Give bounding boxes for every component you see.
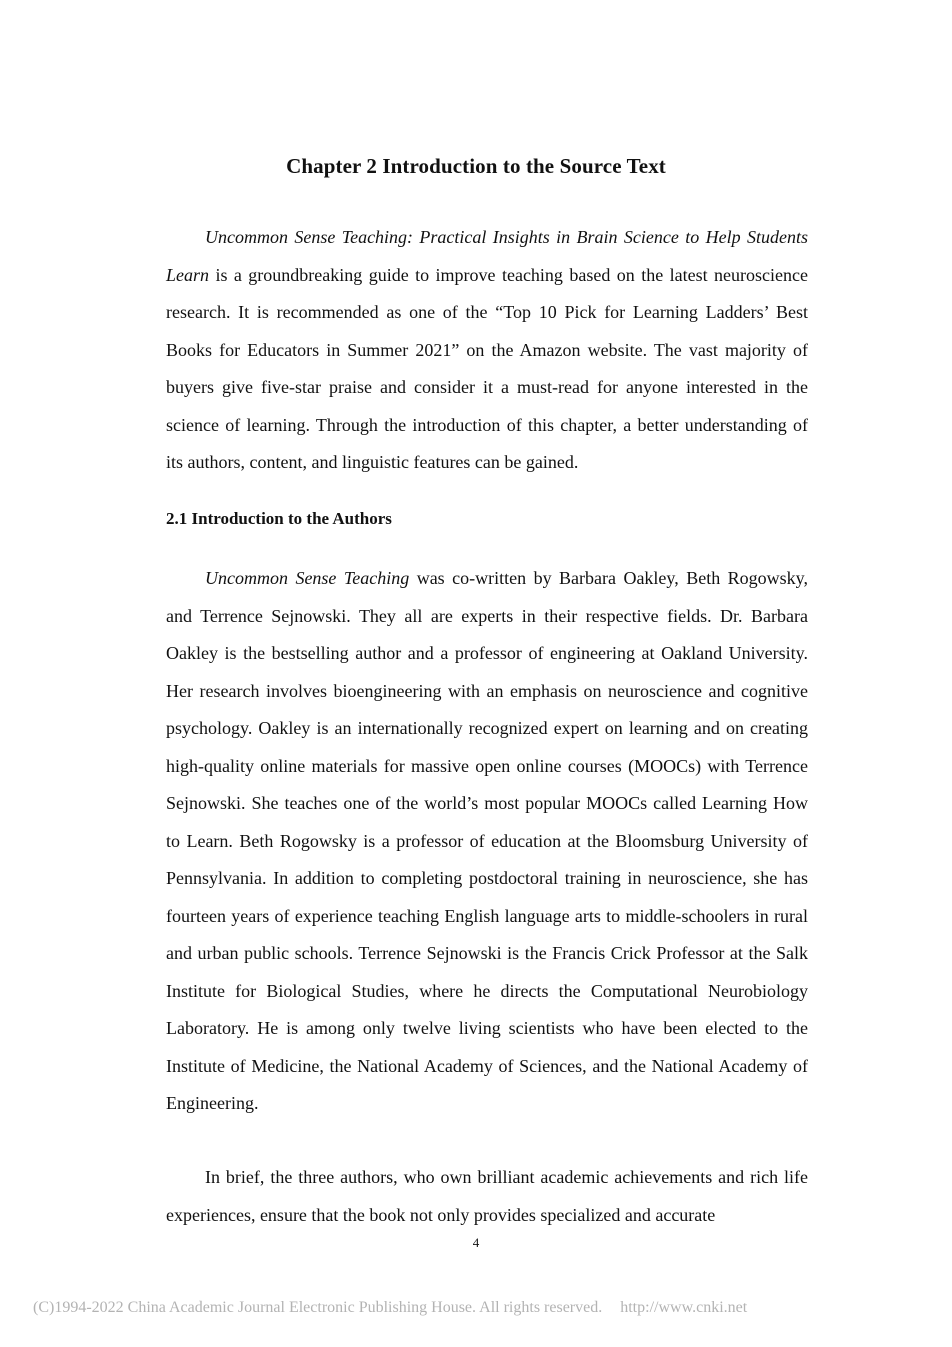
- intro-paragraph-text: is a groundbreaking guide to improve teaching based on the latest neuroscience research. It is recommended as one of the “Top 10 Pick for Learning Ladders’ Best Books for Educators in Summer 2021” on the Amazon website. The vast majority of buyers give five-star praise and consider it a must-read for anyone interested in the science of learning. Through the introduction of this chapter, a better understanding of its authors, content, and linguistic features can be gained.: [166, 264, 808, 472]
- section-heading: 2.1 Introduction to the Authors: [166, 509, 392, 528]
- intro-paragraph: [166, 219, 808, 482]
- page-number: 4: [472, 1235, 480, 1250]
- footer-copyright: (C)1994-2022 China Academic Journal Electronic Publishing House. All rights reserved.: [33, 1299, 603, 1316]
- book-title: Uncommon Sense Teaching: Practical Insights in Brain Science to Help Students Learn: [166, 227, 808, 285]
- authors-paragraph-text: was co-written by Barbara Oakley, Beth Rogowsky, and Terrence Sejnowski. They all are experts in their respective fields. Dr. Barbara Oakley is the bestselling author and a professor of engineering at Oakland University. Her research involves bioengineering with an emphasis on neuroscience and cognitive psychology. Oakley is an internationally recognized expert on learning and on creating high-quality online materials for massive open online courses (MOOCs) with Terrence Sejnowski. She teaches one of the world’s most popular MOOCs called Learning How to Learn. Beth Rogowsky is a professor of education at the Bloomsburg University of Pennsylvania. In addition to completing postdoctoral training in neuroscience, she has fourteen years of experience teaching English language arts to middle-schoolers in rural and urban public schools. Terrence Sejnowski is the Francis Crick Professor at the Salk Institute for Biological Studies, where he directs the Computational Neurobiology Laboratory. He is among only twelve living scientists who have been elected to the Institute of Medicine, the National Academy of Sciences, and the National Academy of Engineering.: [166, 568, 809, 1113]
- summary-paragraph: In brief, the three authors, who own brilliant academic achievements and rich life experiences, ensure that the book not only provides specialized and accurate: [166, 1167, 808, 1225]
- chapter-title: Chapter 2 Introduction to the Source Text: [286, 154, 666, 178]
- footer: [33, 1299, 747, 1317]
- book-title-short: Uncommon Sense Teaching: [205, 568, 410, 588]
- footer-url: http://www.cnki.net: [620, 1299, 748, 1316]
- authors-paragraph: [166, 560, 808, 1123]
